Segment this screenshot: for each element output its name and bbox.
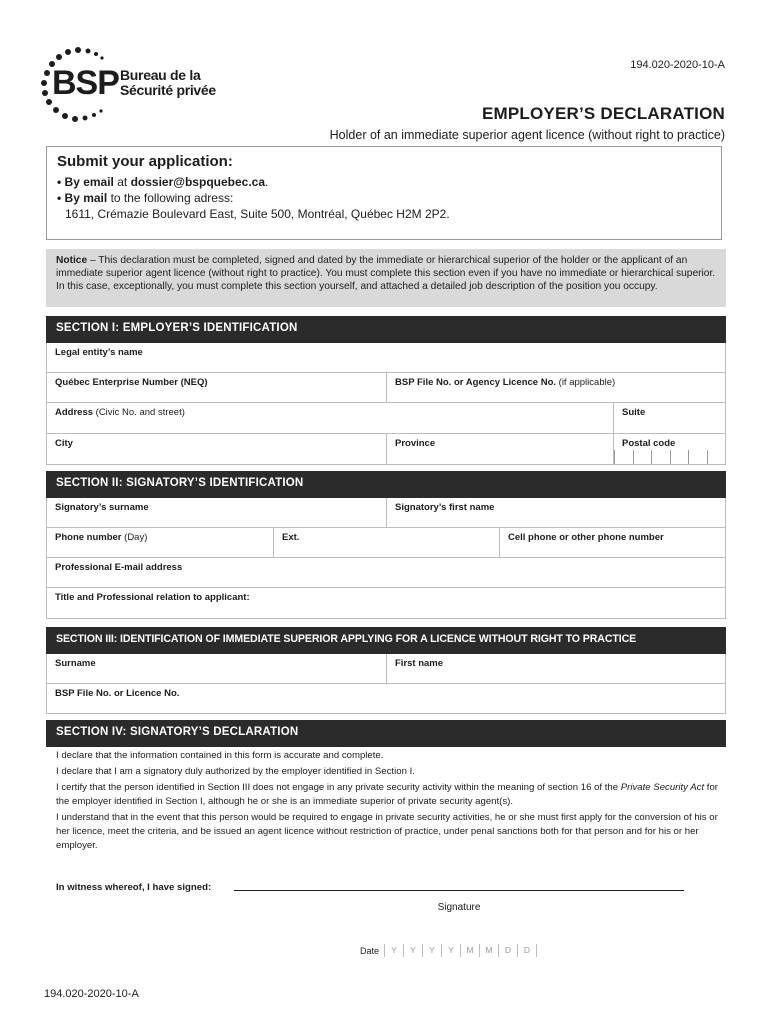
form-code-top: 194.020-2020-10-A: [630, 59, 725, 71]
superior-surname-field[interactable]: [47, 654, 387, 684]
postal-code-field[interactable]: [614, 434, 726, 465]
declaration-line-3a: I certify that the person identified in Section III does not engage in any private security activity within the meaning of section 16 of the: [56, 782, 621, 793]
superior-bsp-file-label: BSP File No. or Licence No.: [55, 688, 180, 699]
city-field[interactable]: [47, 434, 387, 465]
submit-email-link[interactable]: dossier@bspquebec.ca: [130, 175, 266, 189]
address-label: Address: [55, 407, 94, 418]
phone-note: (Day): [121, 532, 148, 543]
declaration-line-2: I declare that I am a signatory duly authorized by the employer identified in Section I.: [56, 766, 415, 777]
date-year-2[interactable]: Y: [403, 944, 422, 957]
page-title: EMPLOYER’S DECLARATION: [481, 104, 725, 123]
signature-label: Signature: [437, 902, 481, 913]
date-day-2[interactable]: D: [517, 944, 537, 957]
email-field[interactable]: [47, 558, 726, 588]
date-year-3[interactable]: Y: [422, 944, 441, 957]
phone-label: Phone number: [55, 532, 122, 543]
postal-code-boxes: [614, 450, 725, 464]
cell-phone-field[interactable]: [500, 528, 726, 558]
declaration-line-4: I understand that in the event that this person would be required to engage in private security activities, he or she must first apply for the conversion of his or her licence, meet the criteria, and be issued an agent licence without restriction of practice, under penal sanctions both for that person and for his or her employer.: [56, 812, 718, 851]
submit-email-line: [57, 174, 711, 190]
section-1-header: SECTION I: EMPLOYER’S IDENTIFICATION: [46, 316, 726, 343]
submit-mail-line: [57, 190, 711, 206]
city-label: City: [55, 438, 73, 449]
submit-address: 1611, Crémazie Boulevard East, Suite 500, Montréal, Québec H2M 2P2.: [65, 207, 450, 221]
legal-name-field[interactable]: [47, 343, 726, 373]
signatory-first-name-field[interactable]: [387, 498, 726, 528]
suite-label: Suite: [622, 407, 646, 418]
date-month-1[interactable]: M: [460, 944, 479, 957]
notice-box: [46, 249, 726, 307]
form-code-bottom: 194.020-2020-10-A: [44, 988, 139, 1000]
bsp-file-field[interactable]: [387, 373, 726, 403]
section-2-fields: [46, 498, 726, 619]
superior-bsp-file-field[interactable]: [47, 684, 726, 714]
notice-text: – This declaration must be completed, signed and dated by the immediate or hierarchical superior of the holder or the applicant of an immediate superior agent licence (without right to practice). You must complete this section even if you have no immediate or hierarchical superior. In this case, exceptionally, you must complete this section yourself, and attached a detailed job description of the position you occupy.: [56, 255, 716, 292]
declaration-text: [56, 749, 718, 855]
declaration-line-3b: for the employer identified in Section I, although he or she is an immediate superior of private security agent(s).: [56, 782, 718, 807]
suite-field[interactable]: [614, 403, 726, 434]
bsp-file-label: BSP File No. or Agency Licence No.: [395, 377, 557, 388]
section-3-fields: [46, 654, 726, 714]
email-label: • By email: [57, 175, 114, 189]
private-security-act: Private Security Act: [620, 782, 705, 793]
email-field-label: Professional E-mail address: [55, 562, 183, 573]
ext-field[interactable]: [274, 528, 500, 558]
logo-abbrev: BSP: [52, 64, 119, 102]
date-year-1[interactable]: Y: [384, 944, 403, 957]
date-day-1[interactable]: D: [498, 944, 517, 957]
neq-label: Québec Enterprise Number (NEQ): [55, 377, 208, 388]
email-suffix: .: [265, 175, 269, 189]
declaration-line-3: [56, 781, 718, 809]
superior-surname-label: Surname: [55, 658, 96, 669]
province-field[interactable]: [387, 434, 614, 465]
cell-phone-label: Cell phone or other phone number: [508, 532, 664, 543]
legal-name-label: Legal entity’s name: [55, 347, 143, 358]
submit-title: Submit your application:: [57, 153, 233, 170]
title-relation-field[interactable]: [47, 588, 726, 619]
title-relation-label: Title and Professional relation to applicant:: [55, 592, 250, 603]
date-label: Date: [360, 946, 380, 956]
signatory-first-name-label: Signatory’s first name: [395, 502, 495, 513]
bsp-logo: [38, 44, 238, 124]
logo-line-2: Sécurité privée: [120, 82, 216, 98]
logo-name: [120, 68, 216, 98]
address-note: (Civic No. and street): [93, 407, 185, 418]
superior-first-name-label: First name: [395, 658, 444, 669]
submit-instructions: [46, 146, 722, 240]
address-field[interactable]: [47, 403, 614, 434]
postal-code-label: Postal code: [622, 438, 676, 449]
section-2-header: SECTION II: SIGNATORY’S IDENTIFICATION: [46, 471, 726, 498]
date-month-2[interactable]: M: [479, 944, 498, 957]
signatory-surname-label: Signatory’s surname: [55, 502, 149, 513]
witness-label: In witness whereof, I have signed:: [56, 882, 212, 893]
date-input[interactable]: [384, 944, 537, 958]
mail-text: to the following adress:: [107, 191, 234, 205]
neq-field[interactable]: [47, 373, 387, 403]
email-at: at: [113, 175, 131, 189]
section-4-header: SECTION IV: SIGNATORY’S DECLARATION: [46, 720, 726, 747]
superior-first-name-field[interactable]: [387, 654, 726, 684]
ext-label: Ext.: [282, 532, 300, 543]
bsp-file-note: (if applicable): [556, 377, 616, 388]
date-year-4[interactable]: Y: [441, 944, 460, 957]
page-subtitle: Holder of an immediate superior agent licence (without right to practice): [329, 128, 725, 142]
mail-label: • By mail: [57, 191, 108, 205]
phone-field[interactable]: [47, 528, 274, 558]
section-3-header: SECTION III: IDENTIFICATION OF IMMEDIATE SUPERIOR APPLYING FOR A LICENCE WITHOUT RIGHT TO PRACTICE: [46, 627, 726, 654]
notice-label: Notice: [56, 255, 88, 266]
province-label: Province: [395, 438, 436, 449]
section-1-fields: [46, 343, 726, 465]
signatory-surname-field[interactable]: [47, 498, 387, 528]
logo-line-1: Bureau de la: [120, 67, 201, 83]
declaration-line-1: I declare that the information contained in this form is accurate and complete.: [56, 750, 384, 761]
signature-line[interactable]: [234, 890, 684, 891]
